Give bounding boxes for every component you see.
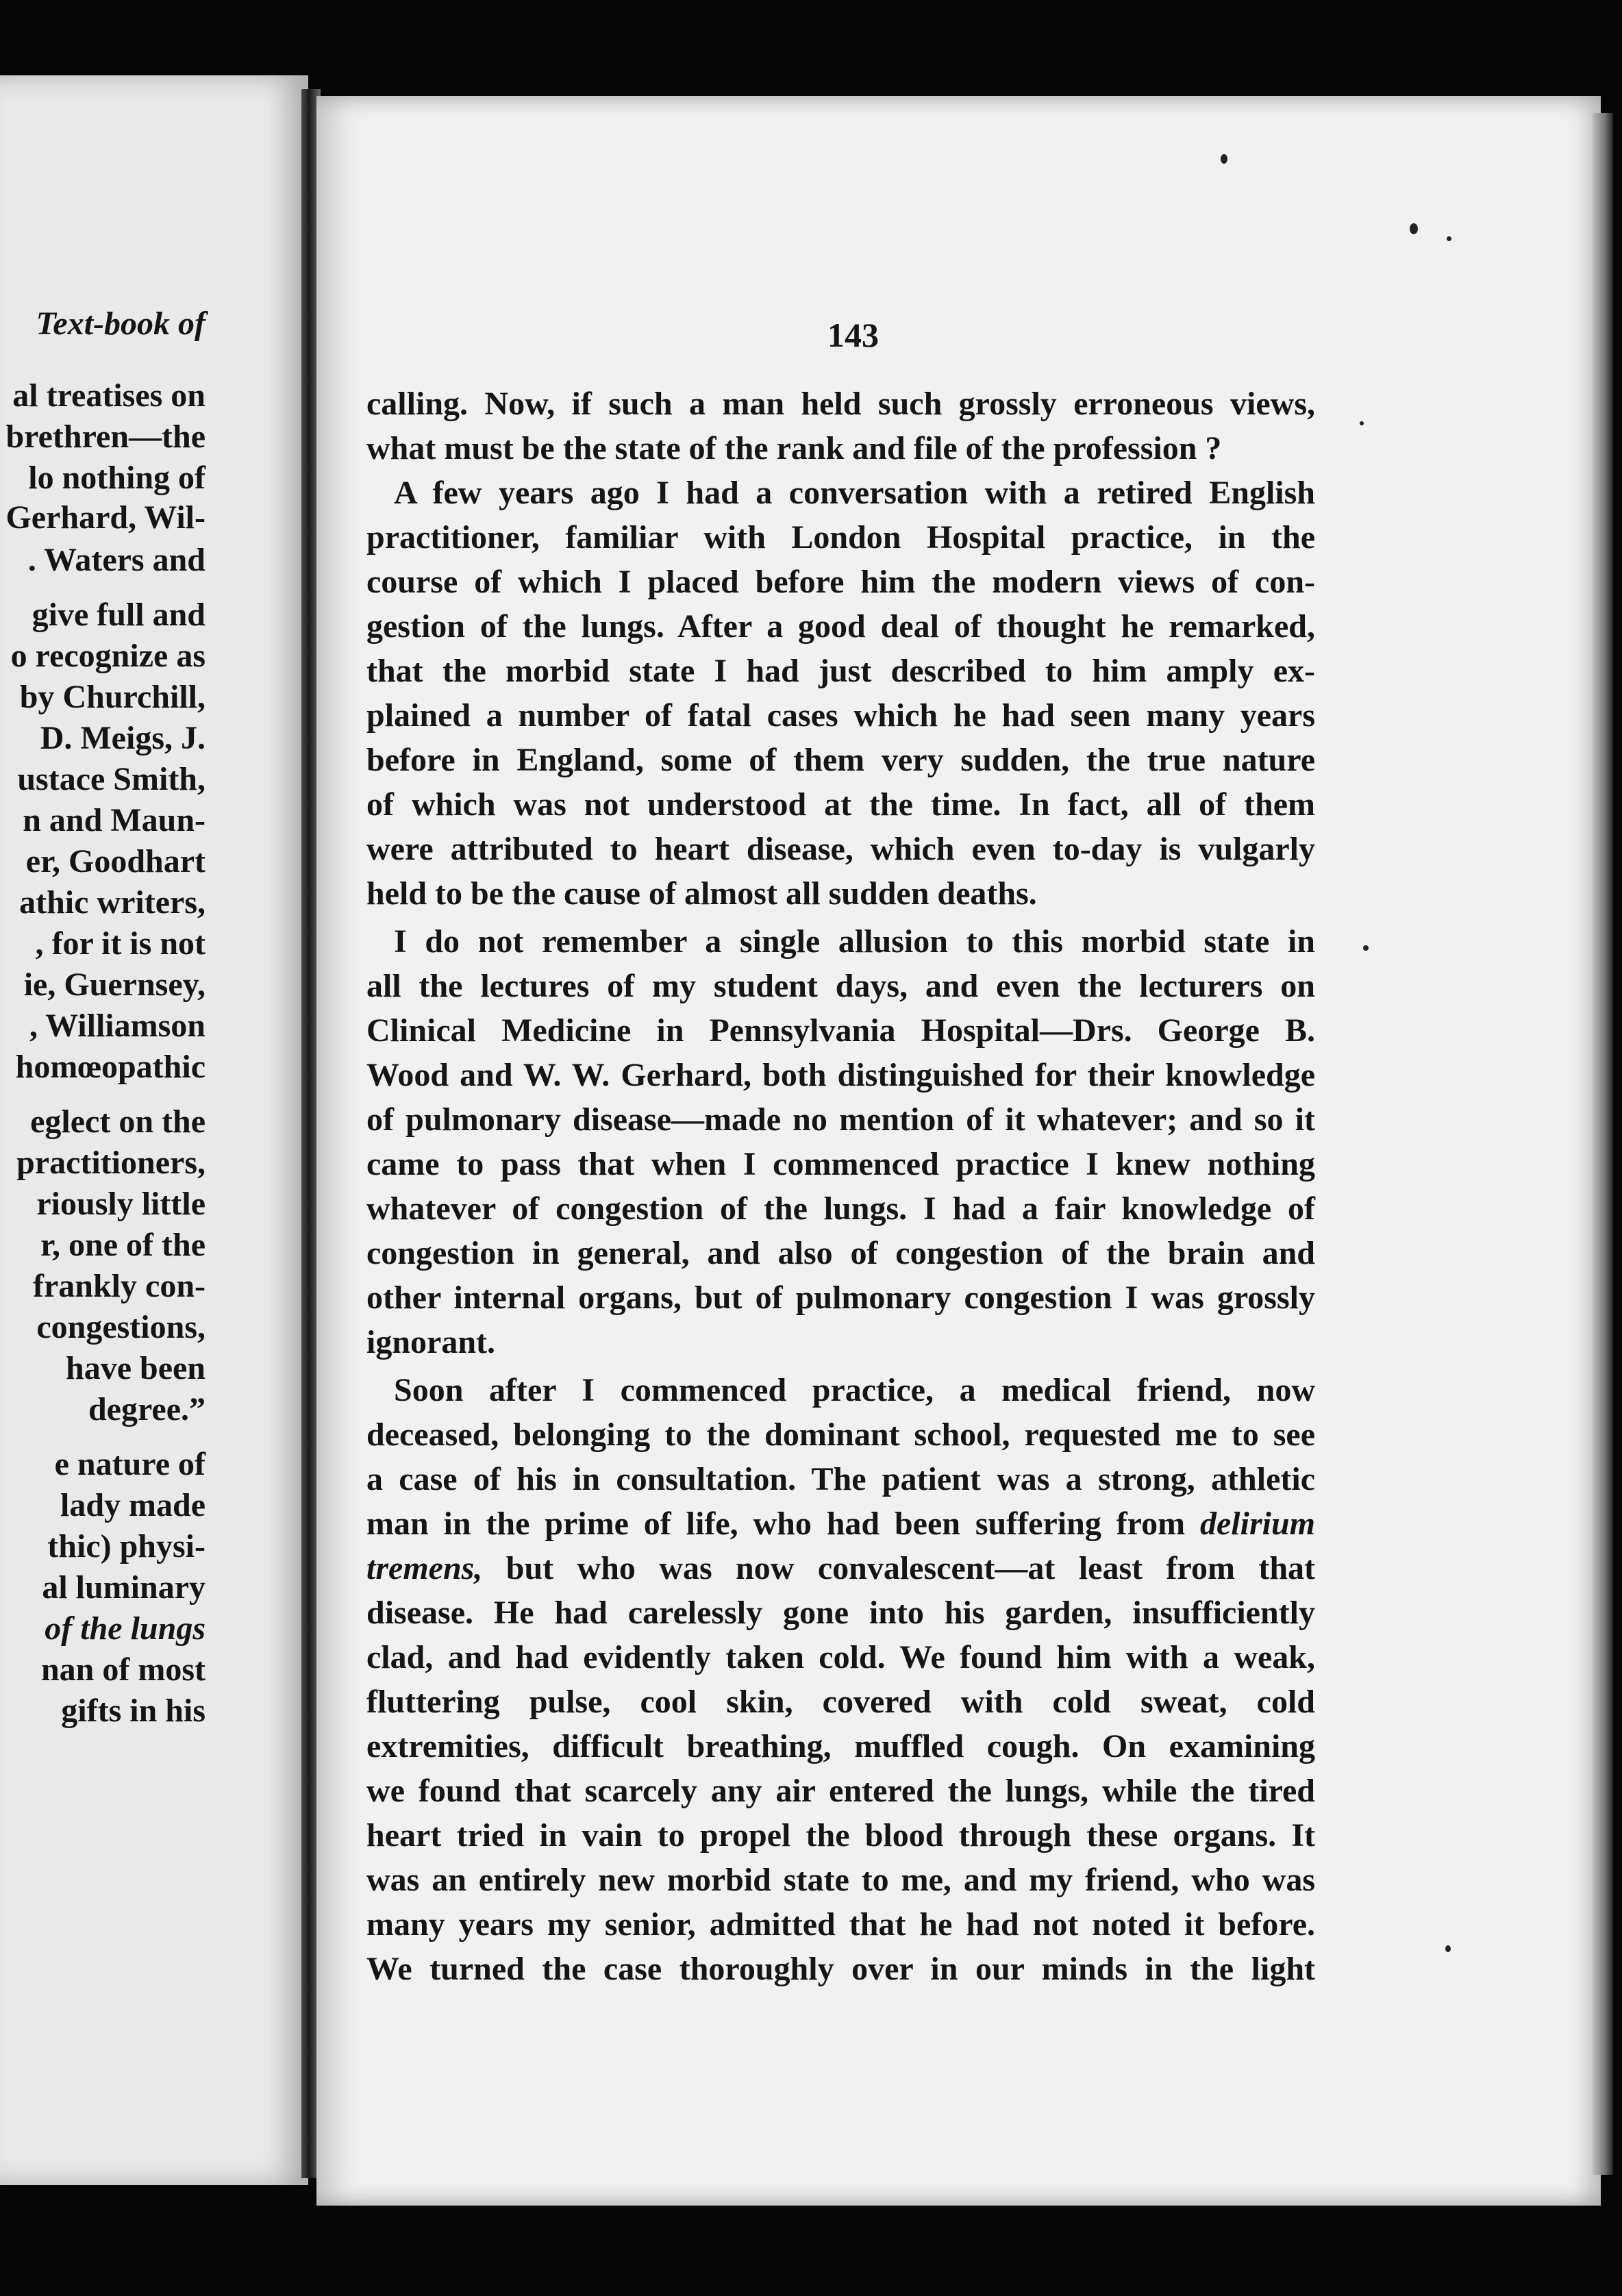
text-line: Wood and W. W. Gerhard, both distinguished for their knowledge	[366, 1057, 1315, 1093]
text-line: fluttering pulse, cool skin, covered with cold sweat, cold	[366, 1684, 1315, 1720]
left-page-line: al treatises on	[12, 377, 205, 414]
left-page-line: gifts in his	[61, 1693, 205, 1729]
left-page-line: nan of most	[40, 1651, 205, 1688]
italic-term: tremens,	[366, 1550, 483, 1586]
text-line: practitioner, familiar with London Hospital practice, in the	[366, 519, 1315, 556]
ink-speck	[1363, 945, 1369, 951]
left-page-line: degree.”	[88, 1391, 205, 1427]
text-line: congestion in general, and also of congestion of the brain and	[366, 1235, 1315, 1271]
text-line: I do not remember a single allusion to this morbid state in	[394, 923, 1315, 960]
italic-term: delirium	[1199, 1506, 1316, 1542]
text-span: man in the prime of life, who had been suffering from	[366, 1506, 1186, 1542]
text-line: heart tried in vain to propel the blood through these organs. It	[366, 1817, 1315, 1854]
left-page-line: frankly con-	[33, 1268, 205, 1304]
text-span: but who was now convalescent—at least from that	[506, 1550, 1315, 1586]
text-line	[366, 1503, 1315, 1545]
left-page-line: er, Goodhart	[25, 843, 205, 879]
left-page-line: thic) physi-	[47, 1528, 205, 1564]
text-line: what must be the state of the rank and file of the profession ?	[366, 430, 1222, 466]
left-page-line: , for it is not	[35, 925, 205, 962]
text-line	[366, 1548, 1315, 1589]
left-page-line: e nature of	[54, 1446, 205, 1482]
left-page-line: r, one of the	[40, 1227, 205, 1263]
text-line: deceased, belonging to the dominant school, requested me to see	[366, 1417, 1315, 1453]
left-page-line: o recognize as	[10, 638, 205, 674]
text-line: all the lectures of my student days, and even the lecturers on	[366, 968, 1315, 1004]
text-line: extremities, difficult breathing, muffled cough. On examining	[366, 1728, 1315, 1764]
left-page-line: of the lungs	[45, 1610, 205, 1647]
text-line: other internal organs, but of pulmonary congestion I was grossly	[366, 1280, 1315, 1316]
left-page-line: . Waters and	[27, 542, 205, 578]
left-page-line: eglect on the	[30, 1103, 205, 1140]
left-page-line: lo nothing of	[28, 460, 205, 496]
text-line: course of which I placed before him the modern views of con-	[366, 564, 1315, 600]
left-page-line: have been	[66, 1350, 205, 1386]
left-page-line: lady made	[60, 1487, 205, 1523]
text-line: before in England, some of them very sudden, the true nature	[366, 742, 1315, 778]
left-page-line: practitioners,	[16, 1145, 205, 1181]
text-line: of which was not understood at the time. In fact, all of them	[366, 786, 1315, 823]
left-page-line: by Churchill,	[19, 679, 205, 715]
left-page-line: al luminary	[42, 1569, 205, 1606]
text-line: Clinical Medicine in Pennsylvania Hospital—Drs. George B.	[366, 1012, 1315, 1049]
text-line: many years my senior, admitted that he had not noted it before.	[366, 1906, 1315, 1943]
text-line: plained a number of fatal cases which he had seen many years	[366, 697, 1315, 734]
ink-speck	[1445, 1945, 1451, 1952]
text-line: Soon after I commenced practice, a medical friend, now	[394, 1372, 1315, 1408]
left-page-line: congestions,	[36, 1309, 205, 1345]
ink-speck	[1360, 421, 1364, 425]
left-page-line: , Williamson	[29, 1008, 205, 1044]
ink-speck	[1447, 236, 1451, 241]
left-page-line: brethren—the	[5, 419, 205, 455]
page-number: 143	[827, 316, 879, 354]
left-page-line: ustace Smith,	[17, 761, 205, 797]
text-line: a case of his in consultation. The patient was a strong, athletic	[366, 1461, 1315, 1497]
text-line: was an entirely new morbid state to me, and my friend, who was	[366, 1862, 1315, 1898]
text-line: held to be the cause of almost all sudden deaths.	[366, 875, 1037, 912]
text-line: We turned the case thoroughly over in our minds in the light	[366, 1951, 1315, 1987]
ink-speck	[1221, 154, 1227, 164]
left-page-text	[0, 75, 308, 2185]
text-line: disease. He had carelessly gone into his garden, insufficiently	[366, 1595, 1315, 1631]
left-page-line: athic writers,	[19, 884, 205, 921]
text-line: came to pass that when I commenced practice I knew nothing	[366, 1146, 1315, 1182]
text-line: gestion of the lungs. After a good deal of thought he remarked,	[366, 608, 1315, 645]
text-line: of pulmonary disease—made no mention of it whatever; and so it	[366, 1101, 1315, 1138]
left-page-line: ie, Guernsey,	[23, 966, 205, 1003]
text-line: A few years ago I had a conversation with a retired English	[394, 475, 1315, 511]
left-page-line: Gerhard, Wil-	[5, 499, 205, 536]
text-line: were attributed to heart disease, which even to-day is vulgarly	[366, 831, 1315, 867]
text-line: that the morbid state I had just described to him amply ex-	[366, 653, 1315, 689]
text-line: we found that scarcely any air entered the lungs, while the tired	[366, 1773, 1315, 1809]
ink-speck	[1410, 223, 1418, 234]
page-edge	[1593, 113, 1613, 2175]
left-page-line: give full and	[32, 597, 205, 633]
left-page	[0, 75, 308, 2185]
left-page-line: Text-book of	[36, 305, 205, 342]
left-page-line: n and Maun-	[23, 802, 205, 838]
text-line: whatever of congestion of the lungs. I had a fair knowledge of	[366, 1190, 1315, 1227]
left-page-line: homœopathic	[15, 1049, 205, 1085]
text-line: calling. Now, if such a man held such grossly erroneous views,	[366, 386, 1315, 422]
text-line: clad, and had evidently taken cold. We found him with a weak,	[366, 1639, 1315, 1675]
text-line: ignorant.	[366, 1324, 496, 1360]
left-page-line: D. Meigs, J.	[40, 720, 205, 756]
left-page-line: riously little	[36, 1186, 205, 1222]
